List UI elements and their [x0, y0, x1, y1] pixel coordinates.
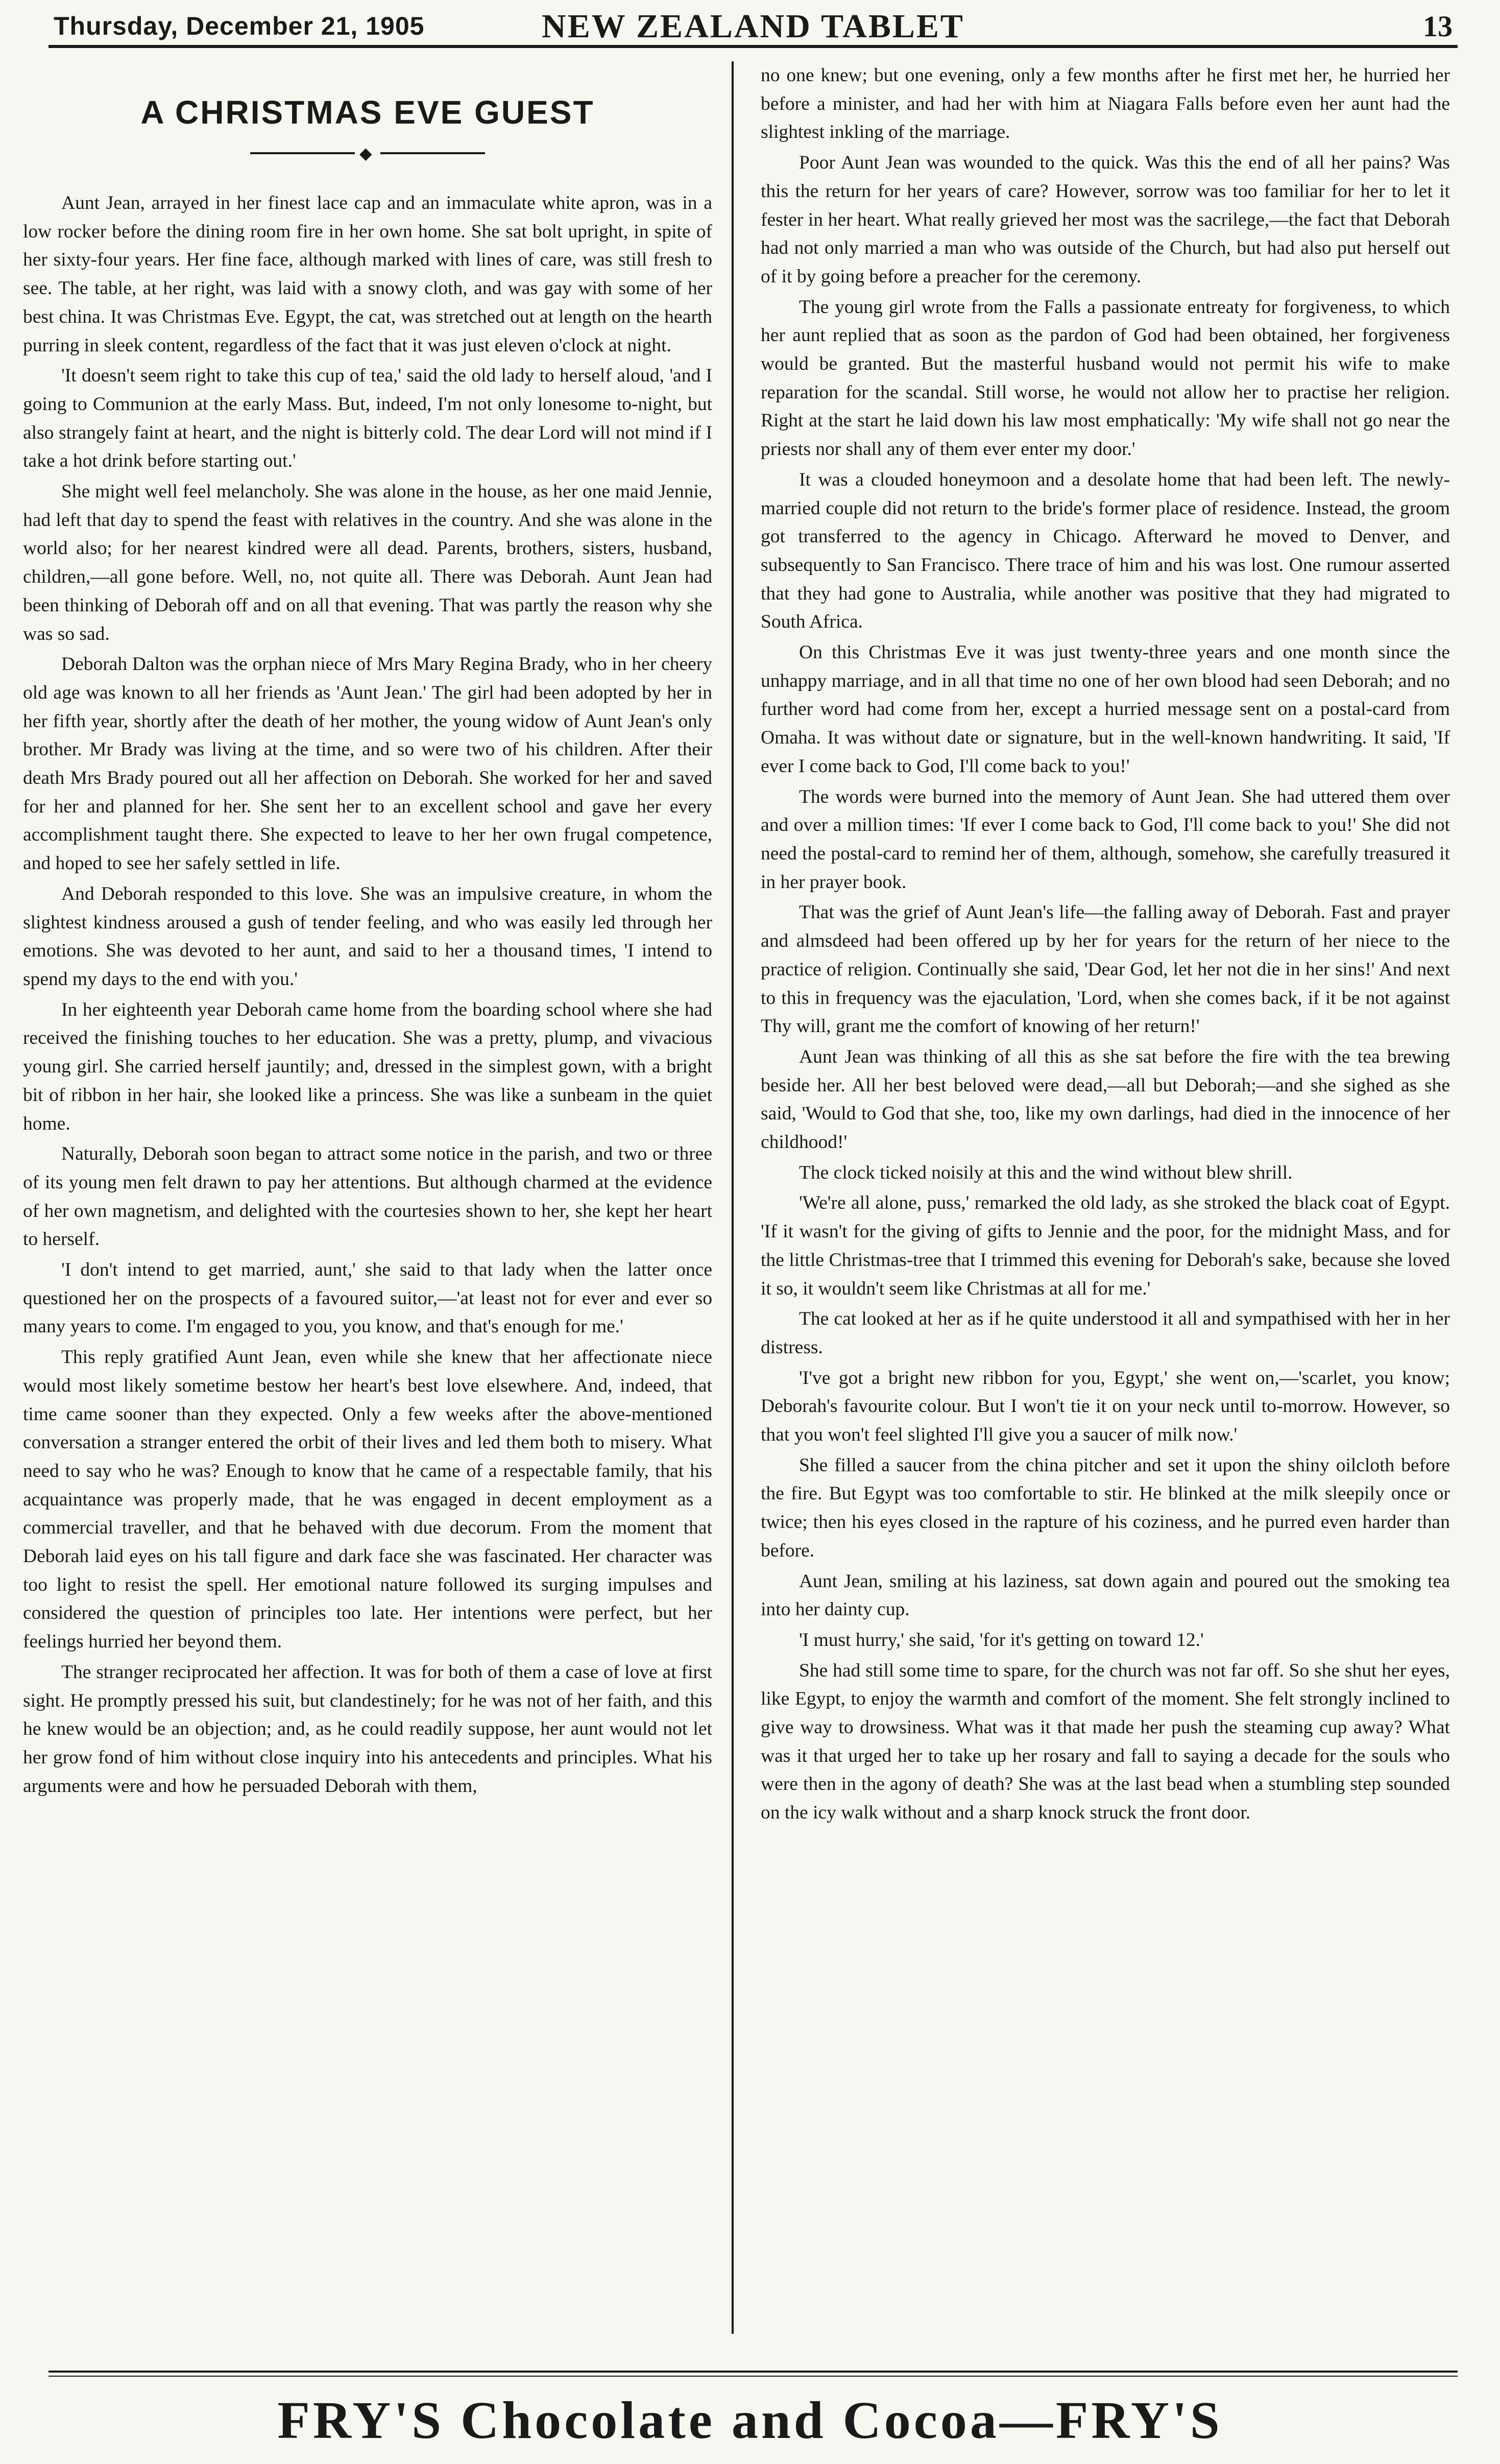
paragraph: 'I must hurry,' she said, 'for it's getting on toward 12.' [799, 1629, 1204, 1650]
paragraph: Poor Aunt Jean was wounded to the quick. Was this the end of all her pains? Was this the return for her years of care? However, sorrow was too familiar for her to let it fester in her heart. What really grieved her most was the sacrilege,—the fact that Deborah had not only married a man who was outside of the Church, but had also put herself out of it by going before a preacher for the ceremony. [761, 152, 1450, 287]
publication-title: NEW ZEALAND TABLET [542, 8, 964, 45]
ornament-rule-left [250, 152, 355, 154]
paragraph: The stranger reciprocated her affection. It was for both of them a case of love at first sight. He promptly pressed his suit, but clandestinely; for he was not of her faith, and this he knew would be an objection; and, as he could readily suppose, her aunt would not let her grow fond of him without close inquiry into his antecedents and principles. What his arguments were and how he persuaded Deborah with them, [23, 1661, 712, 1797]
paragraph: The young girl wrote from the Falls a passionate entreaty for forgiveness, to which her aunt replied that as soon as the pardon of God had been obtained, her forgiveness would be granted. But the masterful husband would not permit his wife to make reparation for the scandal. Still worse, he would not allow her to practise her religion. Right at the start he laid down his law most emphatically: 'My wife shall not go near the priests nor shall any of them ever enter my door.' [761, 296, 1450, 460]
paragraph: This reply gratified Aunt Jean, even while she knew that her affectionate niece would most likely sometime bestow her heart's best love elsewhere. And, indeed, that time came sooner than they expected. Only a few weeks after the above-mentioned conversation a stranger entered the orbit of their lives and led them both to misery. What need to say who he was? Enough to know that he came of a respectable family, that his acquaintance was properly made, that he was engaged in decent employment as a commercial traveller, and that he behaved with due decorum. From the moment that Deborah laid eyes on his tall figure and dark face she was fascinated. Her character was too light to resist the spell. Her emotional nature followed its surging impulses and considered the question of principles too late. Her intentions were perfect, but her feelings hurried her beyond them. [23, 1347, 712, 1653]
article-column-right [761, 61, 1450, 2318]
footer-rule-thin [49, 2376, 1458, 2377]
paragraph: She filled a saucer from the china pitcher and set it upon the shiny oilcloth before the fire. But Egypt was too comfortable to stir. He blinked at the milk sleepily once or twice; then his eyes closed in the rapture of his coziness, and he purred even harder than before. [761, 1454, 1450, 1561]
paragraph: On this Christmas Eve it was just twenty-three years and one month since the unhappy marriage, and in all that time no one of her own blood had seen Deborah; and no further word had come from her, except a hurried message sent on a postal-card from Omaha. It was without date or signature, but in the well-known handwriting. It said, 'If ever I come back to God, I'll come back to you!' [761, 642, 1450, 777]
paragraph: In her eighteenth year Deborah came home from the boarding school where she had received the finishing touches to her education. She was a pretty, plump, and vivacious young girl. She carried herself jauntily; and, dressed in the simplest gown, with a bright bit of ribbon in her hair, she looked like a princess. She was like a sunbeam in the quiet home. [23, 999, 712, 1134]
paragraph: Naturally, Deborah soon began to attract some notice in the parish, and two or three of its young men felt drawn to pay her attentions. But although charmed at the evidence of her own magnetism, and delighted with the courtesies shown to her, she kept her heart to herself. [23, 1143, 712, 1250]
footer-rule [49, 2371, 1458, 2373]
paragraph: 'I've got a bright new ribbon for you, Egypt,' she went on,—'scarlet, you know; Deborah's favourite colour. But I won't tie it on your neck until to-morrow. However, so that you won't feel slighted I'll give you a saucer of milk now.' [761, 1367, 1450, 1446]
masthead [49, 9, 1458, 48]
paragraph: And Deborah responded to this love. She was an impulsive creature, in whom the slightest kindness aroused a gush of tender feeling, and who was easily led through her emotions. She was devoted to her aunt, and said to her a thousand times, 'I intend to spend my days to the end with you.' [23, 883, 712, 990]
article-title: A CHRISTMAS EVE GUEST [140, 94, 595, 131]
paragraph: The words were burned into the memory of Aunt Jean. She had uttered them over and over a million times: 'If ever I come back to God, I'll come back to you!' She did not need the postal-card to remind her of them, although, somehow, she carefully treasured it in her prayer book. [761, 786, 1450, 893]
paragraph: The cat looked at her as if he quite understood it all and sympathised with her in her distress. [761, 1308, 1450, 1358]
paragraph: Aunt Jean, arrayed in her finest lace cap and an immaculate white apron, was in a low rocker before the dining room fire in her own home. She sat bolt upright, in spite of her sixty-four years. Her fine face, although marked with lines of care, was still fresh to see. The table, at her right, was laid with a snowy cloth, and was gay with some of her best china. It was Christmas Eve. Egypt, the cat, was stretched out at length on the hearth purring in sleek content, regardless of the fact that it was just eleven o'clock at night. [23, 193, 712, 356]
article-column-left [23, 61, 712, 2318]
page-number: 13 [1423, 10, 1453, 43]
ornament-rule-right [380, 152, 485, 154]
advertisement-banner: FRY'S Chocolate and Cocoa—FRY'S [277, 2391, 1223, 2450]
diamond-icon: ◆ [359, 144, 372, 162]
paragraph: That was the grief of Aunt Jean's life—the falling away of Deborah. Fast and prayer and almsdeed had been offered up by her for years for the return of her niece to the practice of religion. Continually she said, 'Dear God, let her not die in her sins!' And next to this in frequency was the ejaculation, 'Lord, when she comes back, if it be not against Thy will, grant me the comfort of knowing of her return!' [761, 902, 1450, 1037]
paragraph: Aunt Jean, smiling at his laziness, sat down again and poured out the smoking tea into her dainty cup. [761, 1570, 1450, 1620]
issue-date: Thursday, December 21, 1905 [54, 12, 425, 40]
paragraph: 'It doesn't seem right to take this cup of tea,' said the old lady to herself aloud, 'and I going to Communion at the early Mass. But, indeed, I'm not only lonesome to-night, but also strangely faint at heart, and the night is bitterly cold. The dear Lord will not mind if I take a hot drink before starting out.' [23, 365, 712, 472]
title-ornament [250, 143, 485, 163]
paragraph: Aunt Jean was thinking of all this as she sat before the fire with the tea brewing beside her. All her best beloved were dead,—all but Deborah;—and she sighed as she said, 'Would to God that she, too, like my own darlings, had died in the innocence of her childhood!' [761, 1046, 1450, 1153]
paragraph: It was a clouded honeymoon and a desolate home that had been left. The newly-married couple did not return to the bride's former place of residence. Instead, the groom got transferred to the agency in Chicago. Afterward he moved to Denver, and subsequently to San Francisco. There trace of him and his was lost. One rumour asserted that they had gone to Australia, while another was positive that they had migrated to South Africa. [761, 469, 1450, 633]
paragraph: She might well feel melancholy. She was alone in the house, as her one maid Jennie, had left that day to spend the feast with relatives in the country. And she was alone in the world also; for her nearest kindred were all dead. Parents, brothers, sisters, husband, children,—all gone before. Well, no, not quite all. There was Deborah. Aunt Jean had been thinking of Deborah off and on all that evening. That was partly the reason why she was so sad. [23, 481, 712, 644]
paragraph-continued: no one knew; but one evening, only a few months after he first met her, he hurried her before a minister, and had her with him at Niagara Falls before even her aunt had the slightest inkling of the marriage. [761, 65, 1450, 143]
paragraph: The clock ticked noisily at this and the wind without blew shrill. [799, 1162, 1293, 1183]
paragraph: 'We're all alone, puss,' remarked the old lady, as she stroked the black coat of Egypt. 'If it wasn't for the giving of gifts to Jennie and the poor, for the midnight Mass, and for the little Christmas-tree that I trimmed this evening for Deborah's sake, because she loved it so, it wouldn't seem like Christmas at all for me.' [761, 1192, 1450, 1299]
paragraph: 'I don't intend to get married, aunt,' she said to that lady when the latter once questioned her on the prospects of a favoured suitor,—'at least not for ever and ever so many years to come. I'm engaged to you, you know, and that's enough for me.' [23, 1259, 712, 1337]
paragraph: Deborah Dalton was the orphan niece of Mrs Mary Regina Brady, who in her cheery old age was known to all her friends as 'Aunt Jean.' The girl had been adopted by her in her fifth year, shortly after the death of her mother, the young widow of Aunt Jean's only brother. Mr Brady was living at the time, and so were two of his children. After their death Mrs Brady poured out all her affection on Deborah. She worked for her and saved for her and planned for her. She sent her to an excellent school and gave her every accomplishment taught there. She expected to leave to her her own frugal competence, and hoped to see her safely settled in life. [23, 654, 712, 874]
column-divider [732, 61, 734, 2334]
paragraph: She had still some time to spare, for the church was not far off. So she shut her eyes, like Egypt, to enjoy the warmth and comfort of the moment. She felt strongly inclined to give way to drowsiness. What was it that made her push the steaming cup away? What was it that urged her to take up her rosary and fall to saying a decade for the souls who were then in the agony of death? She was at the last bead when a stumbling step sounded on the icy walk without and a sharp knock struck the front door. [761, 1660, 1450, 1824]
